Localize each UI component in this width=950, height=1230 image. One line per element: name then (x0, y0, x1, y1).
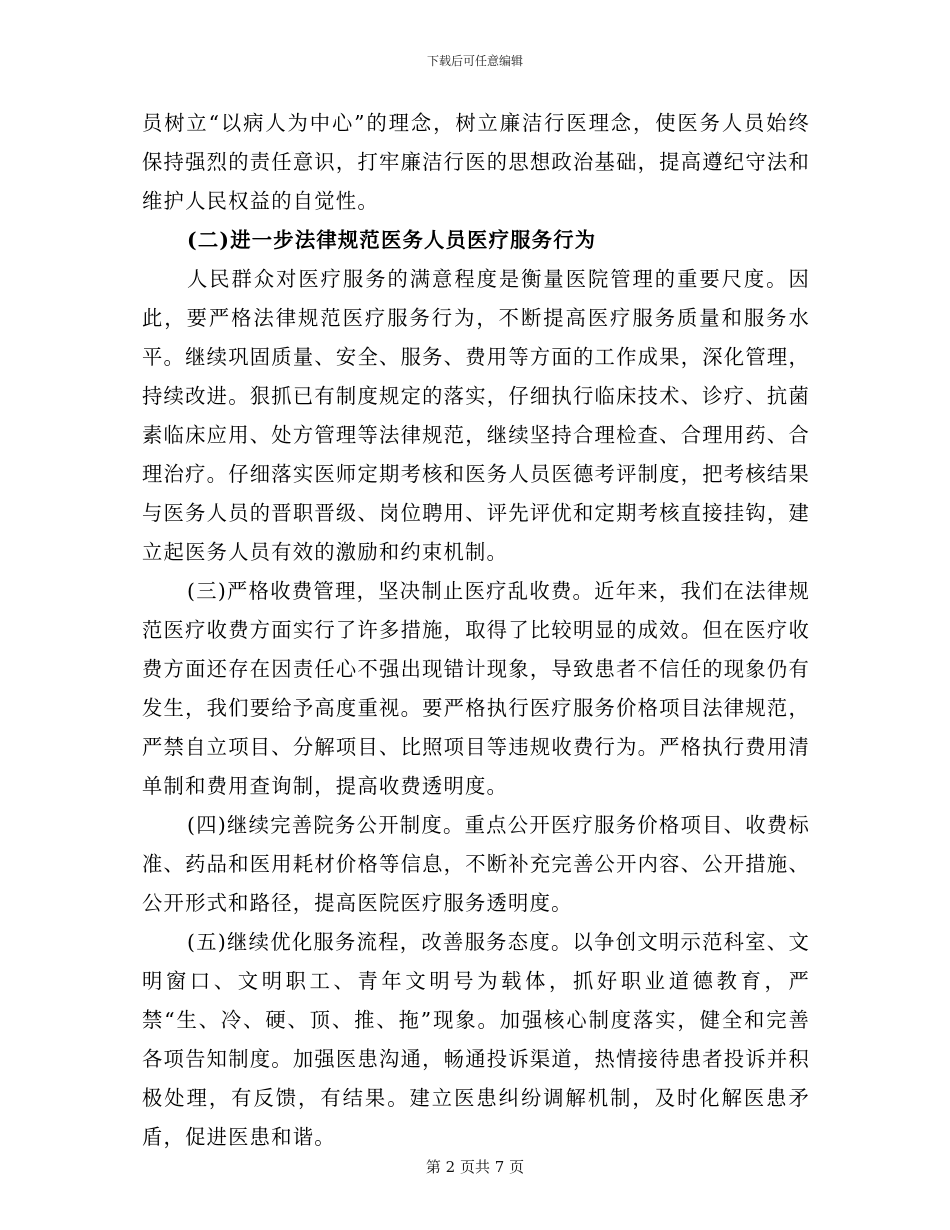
paragraph-medical-service-conduct: 人民群众对医疗服务的满意程度是衡量医院管理的重要尺度。因此，要严格法律规范医疗服务行为，不断提高医疗服务质量和服务水平。继续巩固质量、安全、服务、费用等方面的工作成果，深化管理，持续改进。狠抓已有制度规定的落实，仔细执行临床技术、诊疗、抗菌素临床应用、处方管理等法律规范，继续坚持合理检查、合理用药、合理治疗。仔细落实医师定期考核和医务人员医德考评制度，把考核结果与医务人员的晋职晋级、岗位聘用、评先评优和定期考核直接挂钩，建立起医务人员有效的激励和约束机制。 (142, 267, 810, 564)
page-footer: 第 2 页共 7 页 (425, 1158, 525, 1176)
paragraph-hospital-affairs-disclosure: (四)继续完善院务公开制度。重点公开医疗服务价格项目、收费标准、药品和医用耗材价格等信息，不断补充完善公开内容、公开措施、公开形式和路径，提高医院医疗服务透明度。 (142, 813, 810, 915)
section-heading-2: (二)进一步法律规范医务人员医疗服务行为 (187, 228, 597, 252)
paragraph-fee-management: (三)严格收费管理，坚决制止医疗乱收费。近年来，我们在法律规范医疗收费方面实行了许多措施，取得了比较明显的成效。但在医疗收费方面还存在因责任心不强出现错计现象，导致患者不信任的现象仍有发生，我们要给予高度重视。要严格执行医疗服务价格项目法律规范，严禁自立项目、分解项目、比照项目等违规收费行为。严格执行费用清单制和费用查询制，提高收费透明度。 (142, 579, 810, 798)
paragraph-continuation: 员树立“以病人为中心”的理念，树立廉洁行医理念，使医务人员始终保持强烈的责任意识，打牢廉洁行医的思想政治基础，提高遵纪守法和维护人民权益的自觉性。 (142, 111, 810, 213)
page-header: 下载后可任意编辑 (426, 54, 523, 68)
document-body (142, 104, 810, 1157)
paragraph-service-process: (五)继续优化服务流程，改善服务态度。以争创文明示范科室、文明窗口、文明职工、青年文明号为载体，抓好职业道德教育，严禁“生、冷、硬、顶、推、拖”现象。加强核心制度落实，健全和完善各项告知制度。加强医患沟通，畅通投诉渠道，热情接待患者投诉并积极处理，有反馈，有结果。建立医患纠纷调解机制，及时化解医患矛盾，促进医患和谐。 (142, 930, 810, 1149)
